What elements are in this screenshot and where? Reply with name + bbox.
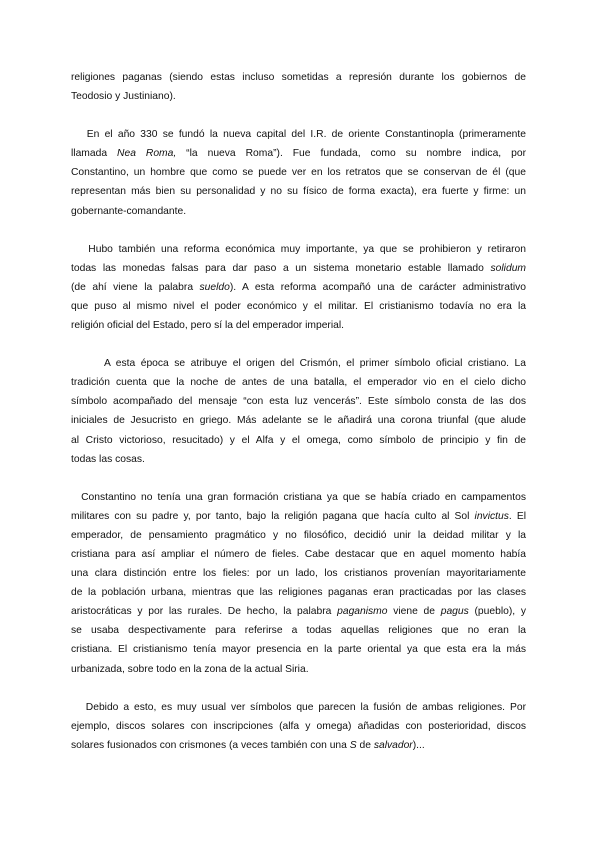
text-run: llamada <box>71 148 118 160</box>
text-line <box>71 431 526 450</box>
text-run: símbolo acompañado del mensaje “con esta luz vencerás”. Este símbolo consta de las dos <box>71 396 526 408</box>
text-line <box>71 68 526 87</box>
text-run: cristiana para así ampliar el número de fieles. Cabe destacar que en aquel momento había <box>71 548 526 560</box>
italic-term: pagus <box>440 606 469 618</box>
text-line <box>71 411 526 430</box>
text-run: gobernante-comandante. <box>71 205 187 217</box>
text-line <box>71 259 526 278</box>
text-run: (pueblo), y <box>468 606 527 618</box>
text-run: que puso al mismo nivel el poder económico y el militar. El cristianismo todavía no era la <box>71 300 526 312</box>
text-run: urbanizada, sobre todo en la zona de la actual Siria. <box>71 663 309 675</box>
text-run: todas las monedas falsas para dar paso a un sistema monetario estable llamado <box>71 262 491 274</box>
paragraph <box>71 125 526 220</box>
text-run: )... <box>412 739 425 751</box>
text-line <box>71 507 526 526</box>
text-line <box>71 297 526 316</box>
text-line <box>71 202 526 221</box>
text-line <box>71 698 526 717</box>
text-run: militares con su padre y, por tanto, bajo la religión pagana que hacía culto al Sol <box>71 510 475 522</box>
italic-term: salvador <box>373 739 413 751</box>
paragraph <box>71 698 526 755</box>
text-line <box>71 602 526 621</box>
text-line <box>71 240 526 259</box>
italic-term: sueldo <box>199 281 230 293</box>
text-line <box>71 717 526 736</box>
text-line <box>71 450 526 469</box>
text-run: representan más bien su personalidad y no su físico de forma exacta), era fuerte y firme: un <box>71 186 526 198</box>
text-line <box>71 621 526 640</box>
text-run: una clara distinción entre los fieles: por un lado, los cristianos provenían mayoritariamente <box>71 568 526 580</box>
text-run: de la población urbana, mientras que las religiones paganas eran practicadas por las clases <box>71 587 526 599</box>
text-run: todas las cosas. <box>71 453 145 465</box>
text-line <box>71 144 526 163</box>
text-run: . El <box>508 510 526 522</box>
text-run: En el año 330 se fundó la nueva capital del I.R. de oriente Constantinopla (primeramente <box>71 129 526 141</box>
text-run: ). A esta reforma acompañó una de carácter administrativo <box>229 281 526 293</box>
text-run: Teodosio y Justiniano). <box>71 91 176 103</box>
text-run: cristiana. El cristianismo tenía mayor presencia en la parte oriental ya que esta era la más <box>71 644 526 656</box>
text-run: aristocráticas y por las rurales. De hecho, la palabra <box>71 606 338 618</box>
text-line <box>71 660 526 679</box>
text-run: tradición cuenta que la noche de antes de una batalla, el emperador vio en el cielo dicho <box>71 377 526 389</box>
italic-term: solidum <box>490 262 526 274</box>
italic-term: paganismo <box>337 606 388 618</box>
text-run: religión oficial del Estado, pero sí la del emperador imperial. <box>71 320 345 332</box>
text-line <box>71 545 526 564</box>
text-line <box>71 182 526 201</box>
text-line <box>71 278 526 297</box>
italic-term: Nea Roma, <box>117 148 177 160</box>
text-line <box>71 316 526 335</box>
text-line <box>71 736 526 755</box>
text-line <box>71 488 526 507</box>
text-line <box>71 564 526 583</box>
text-run: solares fusionados con crismones (a veces también con una <box>71 739 350 751</box>
paragraph <box>71 240 526 335</box>
text-run: viene de <box>387 606 441 618</box>
text-line <box>71 526 526 545</box>
document-body <box>71 68 526 755</box>
text-line <box>71 163 526 182</box>
italic-term: S <box>349 739 357 751</box>
text-run: se usaba despectivamente para referirse a todas aquellas religiones que no eran la <box>71 625 526 637</box>
text-run: Hubo también una reforma económica muy importante, ya que se prohibieron y retiraron <box>71 243 526 255</box>
text-run: al Cristo victorioso, resucitado) y el Alfa y el omega, como símbolo de principio y fin de <box>71 434 526 446</box>
paragraph <box>71 488 526 679</box>
text-run: Debido a esto, es muy usual ver símbolos que parecen la fusión de ambas religiones. Por <box>71 701 526 713</box>
text-run: “la nueva Roma”). Fue fundada, como su nombre indica, por <box>176 148 527 160</box>
text-run: emperador, de pensamiento pragmático y no filosófico, decidió unir la deidad militar y la <box>71 529 526 541</box>
text-line <box>71 373 526 392</box>
text-run: de <box>356 739 374 751</box>
paragraph <box>71 354 526 469</box>
text-run: iniciales de Jesucristo en griego. Más adelante se le añadirá una corona triunfal (que alude <box>71 415 526 427</box>
text-line <box>71 583 526 602</box>
text-line <box>71 392 526 411</box>
text-line <box>71 354 526 373</box>
text-run: religiones paganas (siendo estas incluso sometidas a represión durante los gobiernos de <box>71 72 526 83</box>
text-run: (de ahí viene la palabra <box>71 281 200 293</box>
text-run: A esta época se atribuye el origen del Crismón, el primer símbolo oficial cristiano. La <box>71 358 526 370</box>
text-line <box>71 125 526 144</box>
italic-term: invictus <box>474 510 509 522</box>
text-run: ejemplo, discos solares con inscripciones (alfa y omega) añadidas con posterioridad, discos <box>71 720 526 732</box>
text-line <box>71 87 526 106</box>
text-line <box>71 640 526 659</box>
text-run: Constantino no tenía una gran formación cristiana ya que se había criado en campamentos <box>71 491 526 503</box>
text-run: Constantino, un hombre que como se puede ver en los retratos que se conservan de él (que <box>71 167 526 179</box>
paragraph <box>71 68 526 106</box>
